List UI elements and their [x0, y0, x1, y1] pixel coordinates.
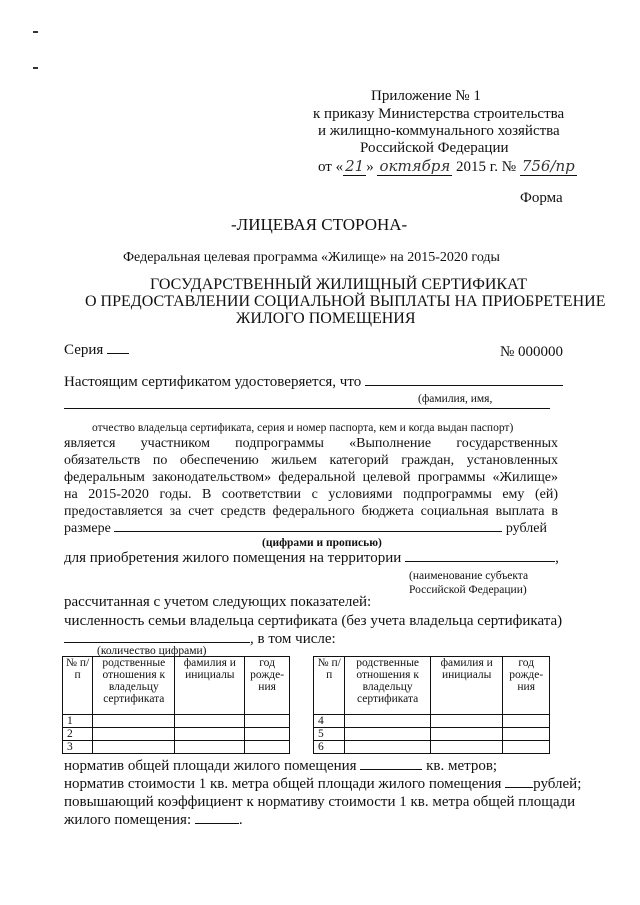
hint-owner: отчество владельца сертификата, серия и номер паспорта, кем и когда выдан паспорт)	[92, 422, 514, 434]
row-number: 6	[314, 741, 345, 754]
col-header: родственные отношения к владельцу сертификата	[345, 657, 431, 715]
row-number: 1	[63, 715, 93, 728]
table-cell[interactable]	[93, 741, 175, 754]
row-number: 4	[314, 715, 345, 728]
date-month-handwritten: октября	[379, 157, 451, 175]
appendix-line: к приказу Министерства строительства	[313, 106, 565, 122]
col-header: № п/п	[314, 657, 345, 715]
appendix-title: Приложение № 1	[371, 88, 481, 104]
certificate-title: О ПРЕДОСТАВЛЕНИИ СОЦИАЛЬНОЙ ВЫПЛАТЫ НА ПРИОБРЕТЕНИЕ	[85, 293, 606, 310]
owner-line	[64, 408, 550, 409]
family-count-line: , в том числе:	[64, 631, 336, 648]
family-table-left	[62, 656, 290, 754]
table-cell[interactable]	[503, 741, 550, 754]
row-number: 3	[63, 741, 93, 754]
scan-mark	[33, 31, 38, 33]
family-line: численность семьи владельца сертификата (без учета владельца сертификата)	[64, 613, 563, 629]
hint-name: (фамилия, имя,	[418, 393, 493, 405]
table-cell[interactable]	[345, 728, 431, 741]
norm-cost-line: норматив стоимости 1 кв. метра общей площади жилого помещения рублей;	[64, 776, 582, 792]
coef-line: повышающий коэффициент к нормативу стоимости 1 кв. метра общей площади	[64, 794, 576, 810]
table-cell[interactable]	[245, 715, 290, 728]
col-header: год рожде- ния	[245, 657, 290, 715]
body-line-3: федеральным законодательством» федеральной целевой программы «Жилище»	[64, 470, 558, 485]
certificate-title: ЖИЛОГО ПОМЕЩЕНИЯ	[236, 310, 416, 327]
certify-line: Настоящим сертификатом удостоверяется, что	[64, 374, 563, 391]
coef-line-2: жилого помещения: .	[64, 812, 243, 828]
program-name: Федеральная целевая программа «Жилище» на 2015-2020 годы	[123, 250, 500, 265]
table-cell[interactable]	[503, 715, 550, 728]
series-field: Серия	[64, 342, 129, 359]
col-header: фамилия и инициалы	[175, 657, 245, 715]
body-line-2: обязательств по обеспечению жильем категорий граждан, установленных	[64, 453, 558, 468]
appendix-line: Российской Федерации	[360, 140, 509, 156]
certificate-title: ГОСУДАРСТВЕННЫЙ ЖИЛИЩНЫЙ СЕРТИФИКАТ	[150, 276, 527, 293]
amount-line: размере рублей	[64, 521, 547, 536]
scan-mark	[33, 67, 38, 69]
col-header: фамилия и инициалы	[430, 657, 503, 715]
table-cell[interactable]	[503, 728, 550, 741]
date-day-handwritten: 21	[345, 157, 365, 175]
table-cell[interactable]	[175, 741, 245, 754]
body-line-1: является участником подпрограммы «Выполнение государственных	[64, 436, 559, 451]
appendix-line: и жилищно-коммунального хозяйства	[318, 123, 560, 139]
body-line-4: на 2015-2020 годы. В соответствии с условиями подпрограммы ему (ей)	[64, 487, 558, 502]
table-cell[interactable]	[430, 715, 503, 728]
row-number: 5	[314, 728, 345, 741]
table-cell[interactable]	[93, 715, 175, 728]
order-date: от « 21 » октября 2015 г. № 756/пр	[318, 157, 575, 175]
table-cell[interactable]	[245, 728, 290, 741]
table-cell[interactable]	[93, 728, 175, 741]
table-cell[interactable]	[345, 715, 431, 728]
table-cell[interactable]	[245, 741, 290, 754]
table-cell[interactable]	[175, 715, 245, 728]
norm-area-line: норматив общей площади жилого помещения кв. метров;	[64, 758, 498, 774]
col-header: год рожде- ния	[503, 657, 550, 715]
row-number: 2	[63, 728, 93, 741]
body-line-5: предоставляется за счет средств федерального бюджета социальная выплата в	[64, 504, 558, 519]
form-label: Форма	[520, 190, 563, 206]
hint-subject: Российской Федерации)	[409, 584, 527, 596]
territory-line: для приобретения жилого помещения на территории ,	[64, 550, 559, 566]
family-table-right	[313, 656, 550, 754]
col-header: родственные отношения к владельцу сертификата	[93, 657, 175, 715]
col-header: № п/п	[63, 657, 93, 715]
hint-sum: (цифрами и прописью)	[262, 537, 382, 549]
calc-line: рассчитанная с учетом следующих показателей:	[64, 594, 372, 610]
table-cell[interactable]	[430, 728, 503, 741]
order-number-handwritten: 756/пр	[521, 157, 575, 175]
side-label: -ЛИЦЕВАЯ СТОРОНА-	[231, 215, 408, 234]
hint-subject: (наименование субъекта	[409, 570, 529, 582]
table-cell[interactable]	[345, 741, 431, 754]
certificate-number: № 000000	[500, 344, 564, 360]
table-cell[interactable]	[430, 741, 503, 754]
hint-count: (количество цифрами)	[97, 645, 207, 657]
table-cell[interactable]	[175, 728, 245, 741]
